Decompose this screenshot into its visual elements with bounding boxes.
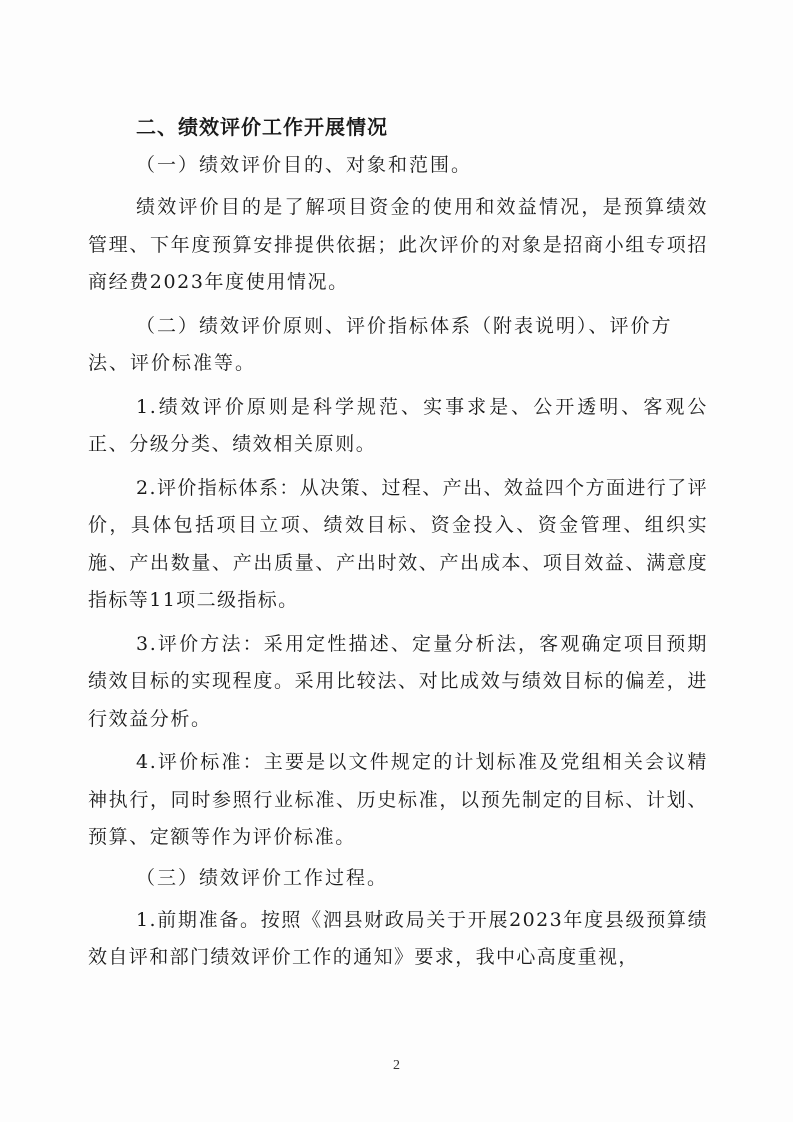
subsection-1-title: （一）绩效评价目的、对象和范围。 (136, 154, 473, 176)
evaluation-principle-item: 1.绩效评价原则是科学规范、实事求是、公开透明、客观公正、分级分类、绩效相关原则。 (88, 395, 708, 455)
subsection-3-title: （三）绩效评价工作过程。 (136, 866, 389, 889)
process-step-1: 1.前期准备。按照《泗县财政局关于开展2023年度县级预算绩效自评和部门绩效评价工作的通知》要求，我中心高度重视， (88, 908, 708, 968)
subsection-2-title: （二）绩效评价原则、评价指标体系（附表说明）、评价方法、评价标准等。 (88, 314, 673, 374)
document-body (88, 110, 708, 977)
indicator-system-item: 2.评价指标体系：从决策、过程、产出、效益四个方面进行了评价，具体包括项目立项、绩效目标、资金投入、资金管理、组织实施、产出数量、产出质量、产出时效、产出成本、项目效益、满意度指标等11项二级指标。 (88, 476, 708, 611)
evaluation-method-item: 3.评价方法：采用定性描述、定量分析法，客观确定项目预期绩效目标的实现程度。采用比较法、对比成效与绩效目标的偏差，进行效益分析。 (88, 632, 708, 730)
subsection-1-body: 绩效评价目的是了解项目资金的使用和效益情况，是预算绩效管理、下年度预算安排提供依据；此次评价的对象是招商小组专项招商经费2023年度使用情况。 (88, 196, 708, 293)
evaluation-standard-item: 4.评价标准：主要是以文件规定的计划标准及党组相关会议精神执行，同时参照行业标准、历史标准，以预先制定的目标、计划、预算、定额等作为评价标准。 (88, 751, 708, 848)
section-heading: 二、绩效评价工作开展情况 (136, 115, 388, 139)
page-number: 2 (393, 1058, 400, 1073)
